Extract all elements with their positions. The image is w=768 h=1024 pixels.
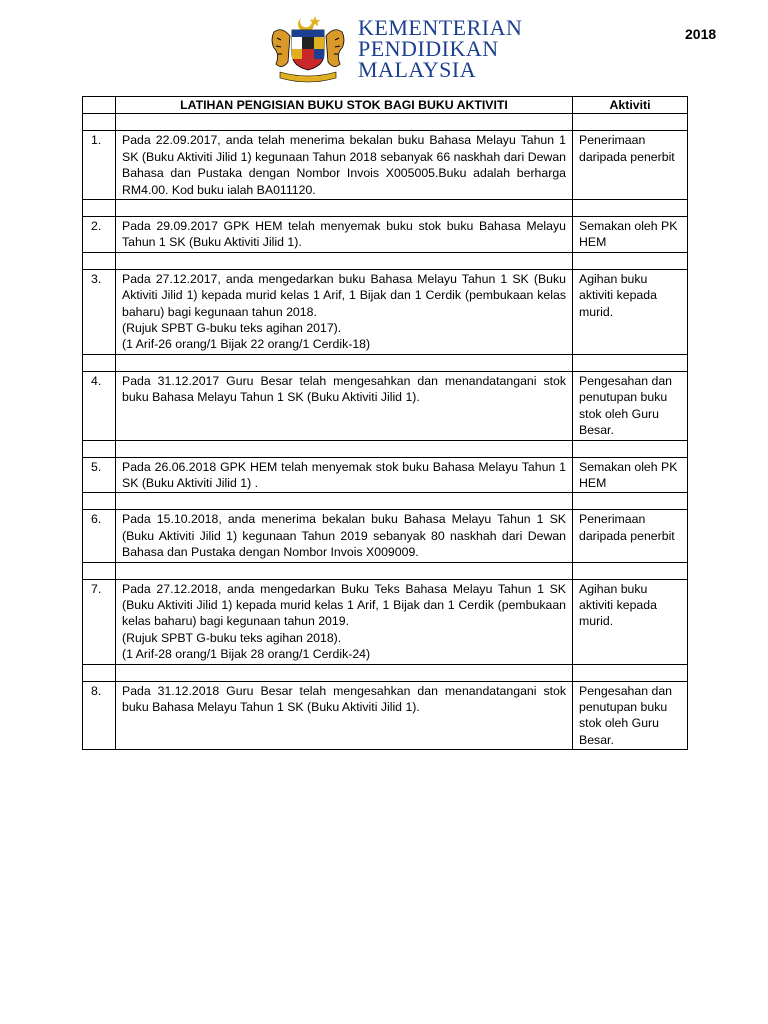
table-header-row xyxy=(83,97,688,114)
description-line: Pada 27.12.2018, anda mengedarkan Buku Teks Bahasa Melayu Tahun 1 SK (Buku Aktiviti Jilid 1) kepada murid kelas 1 Arif, 1 Bijak dan 1 Cerdik (pembukaan kelas baharu) bagi kegunaan tahun 2019. xyxy=(122,581,566,629)
row-description xyxy=(116,579,573,664)
spacer-cell xyxy=(573,493,688,510)
row-description xyxy=(116,269,573,354)
spacer-cell xyxy=(83,252,116,269)
spacer-cell xyxy=(83,493,116,510)
spacer-row xyxy=(83,252,688,269)
row-number: 5. xyxy=(83,457,116,493)
row-activity: Agihan buku aktiviti kepada murid. xyxy=(573,579,688,664)
description-line: (Rujuk SPBT G-buku teks agihan 2018). xyxy=(122,630,342,645)
table-title: LATIHAN PENGISIAN BUKU STOK BAGI BUKU AKTIVITI xyxy=(116,97,573,114)
spacer-cell xyxy=(573,200,688,217)
activity-column-header: Aktiviti xyxy=(573,97,688,114)
row-activity: Semakan oleh PK HEM xyxy=(573,457,688,493)
spacer-cell xyxy=(116,200,573,217)
row-number: 7. xyxy=(83,579,116,664)
spacer-cell xyxy=(116,664,573,681)
ministry-line-3: MALAYSIA xyxy=(358,57,477,82)
description-line: Pada 31.12.2018 Guru Besar telah mengesahkan dan menandatangani stok buku Bahasa Melayu Tahun 1 SK (Buku Aktiviti Jilid 1). xyxy=(122,683,566,714)
ministry-name xyxy=(358,17,522,80)
description-line: Pada 26.06.2018 GPK HEM telah menyemak stok buku Bahasa Melayu Tahun 1 SK (Buku Aktiviti Jilid 1) . xyxy=(122,459,566,490)
row-activity: Penerimaan daripada penerbit xyxy=(573,510,688,562)
spacer-cell xyxy=(83,440,116,457)
table-row xyxy=(83,217,688,253)
spacer-cell xyxy=(83,562,116,579)
row-number: 3. xyxy=(83,269,116,354)
table-body xyxy=(83,114,688,750)
spacer-row xyxy=(83,562,688,579)
row-description xyxy=(116,681,573,750)
row-number: 8. xyxy=(83,681,116,750)
description-line: Pada 31.12.2017 Guru Besar telah mengesahkan dan menandatangani stok buku Bahasa Melayu Tahun 1 SK (Buku Aktiviti Jilid 1). xyxy=(122,373,566,405)
page-header xyxy=(0,0,768,92)
table-row xyxy=(83,371,688,440)
description-line: Pada 29.09.2017 GPK HEM telah menyemak buku stok buku Bahasa Melayu Tahun 1 SK (Buku Aktiviti Jilid 1). xyxy=(122,219,566,250)
spacer-row xyxy=(83,440,688,457)
table-row xyxy=(83,510,688,562)
table-row xyxy=(83,269,688,354)
spacer-cell xyxy=(573,114,688,131)
spacer-row xyxy=(83,664,688,681)
row-description xyxy=(116,131,573,200)
row-activity: Penerimaan daripada penerbit xyxy=(573,131,688,200)
row-description xyxy=(116,510,573,562)
row-description xyxy=(116,217,573,253)
malaysia-coat-of-arms-icon xyxy=(268,14,348,84)
spacer-cell xyxy=(573,664,688,681)
table-row xyxy=(83,457,688,493)
spacer-cell xyxy=(83,200,116,217)
stock-exercise-table xyxy=(82,96,688,750)
spacer-cell xyxy=(116,440,573,457)
description-line: Pada 27.12.2017, anda mengedarkan buku Bahasa Melayu Tahun 1 SK (Buku Aktiviti Jilid 1) kepada murid kelas 1 Arif, 1 Bijak dan 1 Cerdik (pembukaan kelas baharu) bagi kegunaan tahun 2018. xyxy=(122,271,566,319)
spacer-cell xyxy=(116,493,573,510)
spacer-cell xyxy=(116,562,573,579)
row-activity: Pengesahan dan penutupan buku stok oleh Guru Besar. xyxy=(573,681,688,750)
row-description xyxy=(116,457,573,493)
table-row xyxy=(83,579,688,664)
spacer-cell xyxy=(573,440,688,457)
spacer-cell xyxy=(573,252,688,269)
table-header-empty xyxy=(83,97,116,114)
row-description xyxy=(116,371,573,440)
row-number: 1. xyxy=(83,131,116,200)
row-number: 4. xyxy=(83,371,116,440)
description-line: (1 Arif-28 orang/1 Bijak 28 orang/1 Cerdik-24) xyxy=(122,647,371,662)
spacer-cell xyxy=(116,114,573,131)
spacer-row xyxy=(83,200,688,217)
spacer-row xyxy=(83,114,688,131)
spacer-cell xyxy=(83,664,116,681)
ministry-line-2: PENDIDIKAN xyxy=(358,36,499,61)
row-activity: Pengesahan dan penutupan buku stok oleh Guru Besar. xyxy=(573,371,688,440)
spacer-cell xyxy=(116,252,573,269)
spacer-cell xyxy=(83,354,116,371)
document-year: 2018 xyxy=(685,26,717,42)
table-row xyxy=(83,131,688,200)
description-line: (Rujuk SPBT G-buku teks agihan 2017). xyxy=(122,321,342,336)
row-activity: Agihan buku aktiviti kepada murid. xyxy=(573,269,688,354)
spacer-row xyxy=(83,354,688,371)
description-line: Pada 15.10.2018, anda menerima bekalan buku Bahasa Melayu Tahun 1 SK (Buku Aktiviti Jilid 1) kegunaan Tahun 2019 sebanyak 80 naskhah dari Dewan Bahasa dan Pustaka dengan Nombor Invois X009009. xyxy=(122,512,566,560)
spacer-cell xyxy=(116,354,573,371)
table-row xyxy=(83,681,688,750)
ministry-line-1: KEMENTERIAN xyxy=(358,15,523,40)
description-line: (1 Arif-26 orang/1 Bijak 22 orang/1 Cerdik-18) xyxy=(122,337,371,352)
spacer-cell xyxy=(573,354,688,371)
row-number: 6. xyxy=(83,510,116,562)
row-activity: Semakan oleh PK HEM xyxy=(573,217,688,253)
row-number: 2. xyxy=(83,217,116,253)
description-line: Pada 22.09.2017, anda telah menerima bekalan buku Bahasa Melayu Tahun 1 SK (Buku Aktiviti Jilid 1) kegunaan Tahun 2018 sebanyak 66 naskhah dari Dewan Bahasa dan Pustaka dengan Nombor Invois X005005.Buku adalah berharga RM4.00. Kod buku ialah BA011120. xyxy=(122,133,566,197)
spacer-row xyxy=(83,493,688,510)
spacer-cell xyxy=(83,114,116,131)
spacer-cell xyxy=(573,562,688,579)
